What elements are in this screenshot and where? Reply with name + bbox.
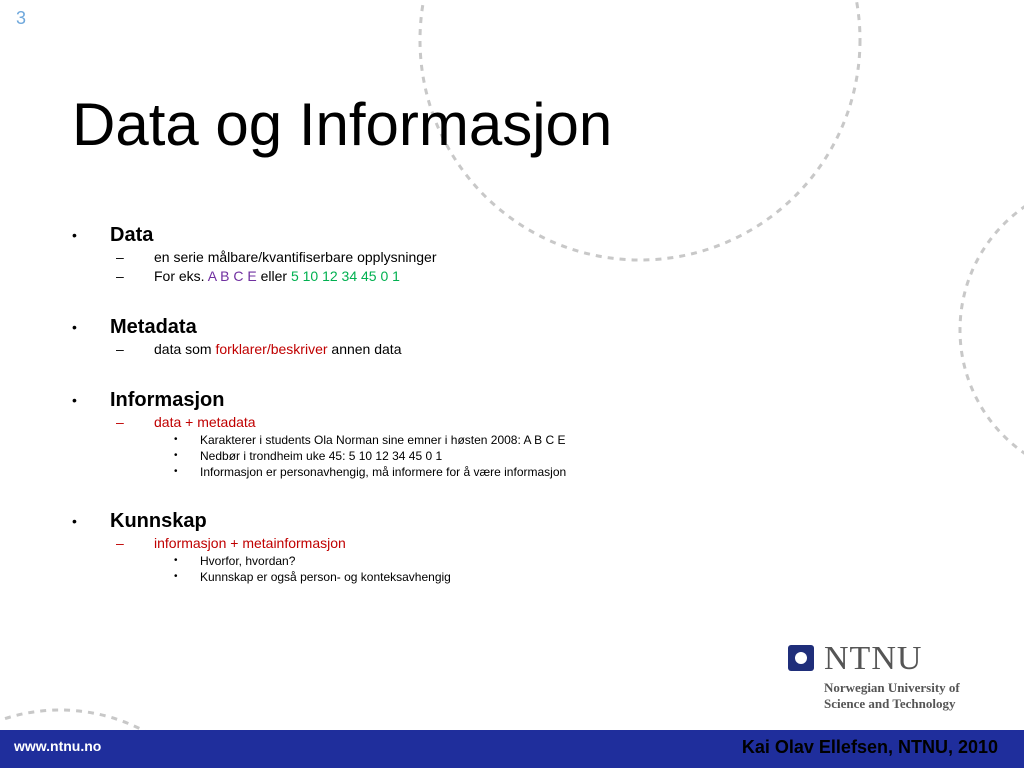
item-text-mid: eller <box>256 268 291 284</box>
item-text-suffix: annen data <box>327 341 402 357</box>
list-item <box>72 534 772 553</box>
bullet-icon: • <box>72 513 77 529</box>
dash-icon: – <box>116 249 124 265</box>
logo-line1: Norwegian University of <box>824 680 960 695</box>
item-text: data + metadata <box>154 414 256 430</box>
slide-content <box>72 222 772 585</box>
list-item <box>72 413 772 432</box>
heading-text: Informasjon <box>110 389 225 411</box>
highlight-text: forklarer/beskriver <box>215 341 328 357</box>
dash-icon: – <box>116 341 124 357</box>
bullet-icon: • <box>174 450 178 461</box>
dash-icon: – <box>116 268 124 284</box>
ntnu-logo <box>788 640 1008 718</box>
list-item <box>72 340 772 359</box>
sub-item-text: Hvorfor, hvordan? <box>200 554 296 568</box>
bullet-icon: • <box>174 555 178 566</box>
sub-item-text: Kunnskap er også person- og konteksavhengig <box>200 570 451 584</box>
list-item <box>72 248 772 267</box>
item-text: en serie målbare/kvantifiserbare opplysninger <box>154 249 437 265</box>
dash-icon: – <box>116 414 124 430</box>
section-metadata-heading <box>72 314 772 340</box>
item-text-prefix: data som <box>154 341 216 357</box>
heading-text: Metadata <box>110 316 197 338</box>
bullet-icon: • <box>174 571 178 582</box>
bullet-icon: • <box>174 466 178 477</box>
heading-text: Kunnskap <box>110 510 207 532</box>
bullet-icon: • <box>72 319 77 335</box>
sub-list-item <box>72 464 772 480</box>
sub-item-text: Nedbør i trondheim uke 45: 5 10 12 34 45 0 1 <box>200 449 443 463</box>
sub-list-item <box>72 553 772 569</box>
sub-list-item <box>72 448 772 464</box>
logo-line2: Science and Technology <box>824 696 956 711</box>
sub-list-item <box>72 569 772 585</box>
bullet-icon: • <box>72 227 77 243</box>
page-title: Data og Informasjon <box>72 91 613 158</box>
dash-icon: – <box>116 535 124 551</box>
section-informasjon-heading <box>72 387 772 413</box>
item-text-prefix: For eks. <box>154 268 208 284</box>
logo-subtitle <box>824 680 960 712</box>
sub-item-text: Karakterer i students Ola Norman sine emner i høsten 2008: A B C E <box>200 433 566 447</box>
ntnu-logo-icon <box>788 645 814 671</box>
footer-author: Kai Olav Ellefsen, NTNU, 2010 <box>741 737 998 757</box>
sub-item-text: Informasjon er personavhengig, må informere for å være informasjon <box>200 465 567 479</box>
section-data-heading <box>72 222 772 248</box>
footer-bar <box>0 730 1024 768</box>
logo-name: NTNU <box>824 640 923 677</box>
bullet-icon: • <box>174 434 178 445</box>
example-letters: A B C E <box>207 268 257 284</box>
bullet-icon: • <box>72 392 77 408</box>
heading-text: Data <box>110 224 154 246</box>
list-item <box>72 267 772 286</box>
example-numbers: 5 10 12 34 45 0 1 <box>290 268 400 284</box>
sub-list-item <box>72 432 772 448</box>
item-text: informasjon + metainformasjon <box>154 535 346 551</box>
slide-number: 3 <box>16 8 27 28</box>
footer-url-link[interactable]: www.ntnu.no <box>14 738 102 754</box>
section-kunnskap-heading <box>72 508 772 534</box>
